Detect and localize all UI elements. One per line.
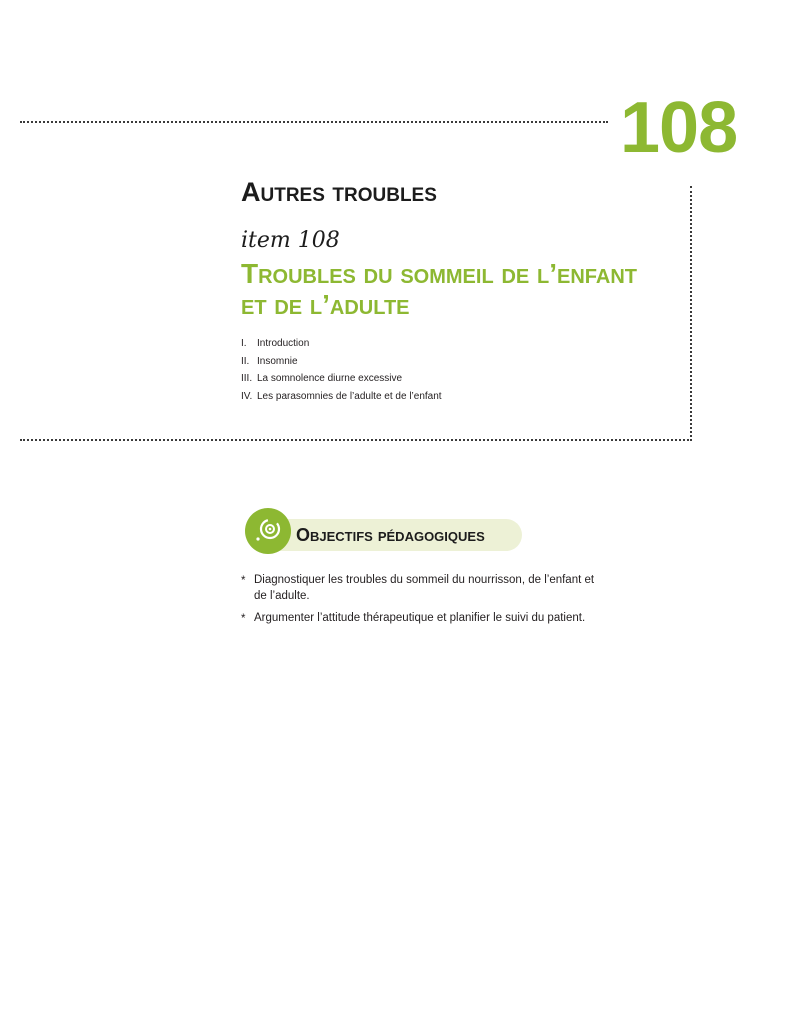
toc-number: II. [241, 355, 250, 367]
toc-entry [241, 353, 442, 371]
toc-text: Introduction [257, 338, 310, 349]
objective-text: Diagnostiquer les troubles du sommeil du nourrisson, de l’enfant et de l’adulte. [254, 574, 595, 602]
dotted-rule-top [20, 121, 608, 123]
section-title: Autres troubles [241, 177, 437, 207]
objectives-list [241, 572, 601, 632]
objective-item [241, 572, 601, 604]
bullet-star: * [241, 575, 246, 587]
toc-entry [241, 388, 442, 406]
toc-number: III. [241, 373, 253, 384]
toc-entry [241, 370, 442, 388]
item-title: Troubles du sommeil de l’enfant et de l’adulte [241, 258, 637, 320]
item-label: item 108 [241, 228, 340, 253]
objective-item [241, 610, 601, 626]
toc-entry [241, 335, 442, 353]
table-of-contents [241, 335, 442, 405]
target-icon [245, 508, 291, 554]
objectives-heading: Objectifs pédagogiques [296, 525, 485, 545]
dotted-rule-bottom [20, 439, 692, 441]
chapter-number: 108 [620, 88, 738, 168]
dotted-rule-right [690, 186, 692, 441]
toc-text: Insomnie [257, 355, 298, 367]
toc-text: Les parasomnies de l’adulte et de l’enfant [257, 390, 442, 402]
objective-text: Argumenter l’attitude thérapeutique et planifier le suivi du patient. [254, 612, 586, 624]
toc-number: I. [241, 338, 247, 349]
toc-text: La somnolence diurne excessive [257, 373, 403, 384]
bullet-star: * [241, 613, 246, 625]
toc-number: IV. [241, 390, 253, 402]
